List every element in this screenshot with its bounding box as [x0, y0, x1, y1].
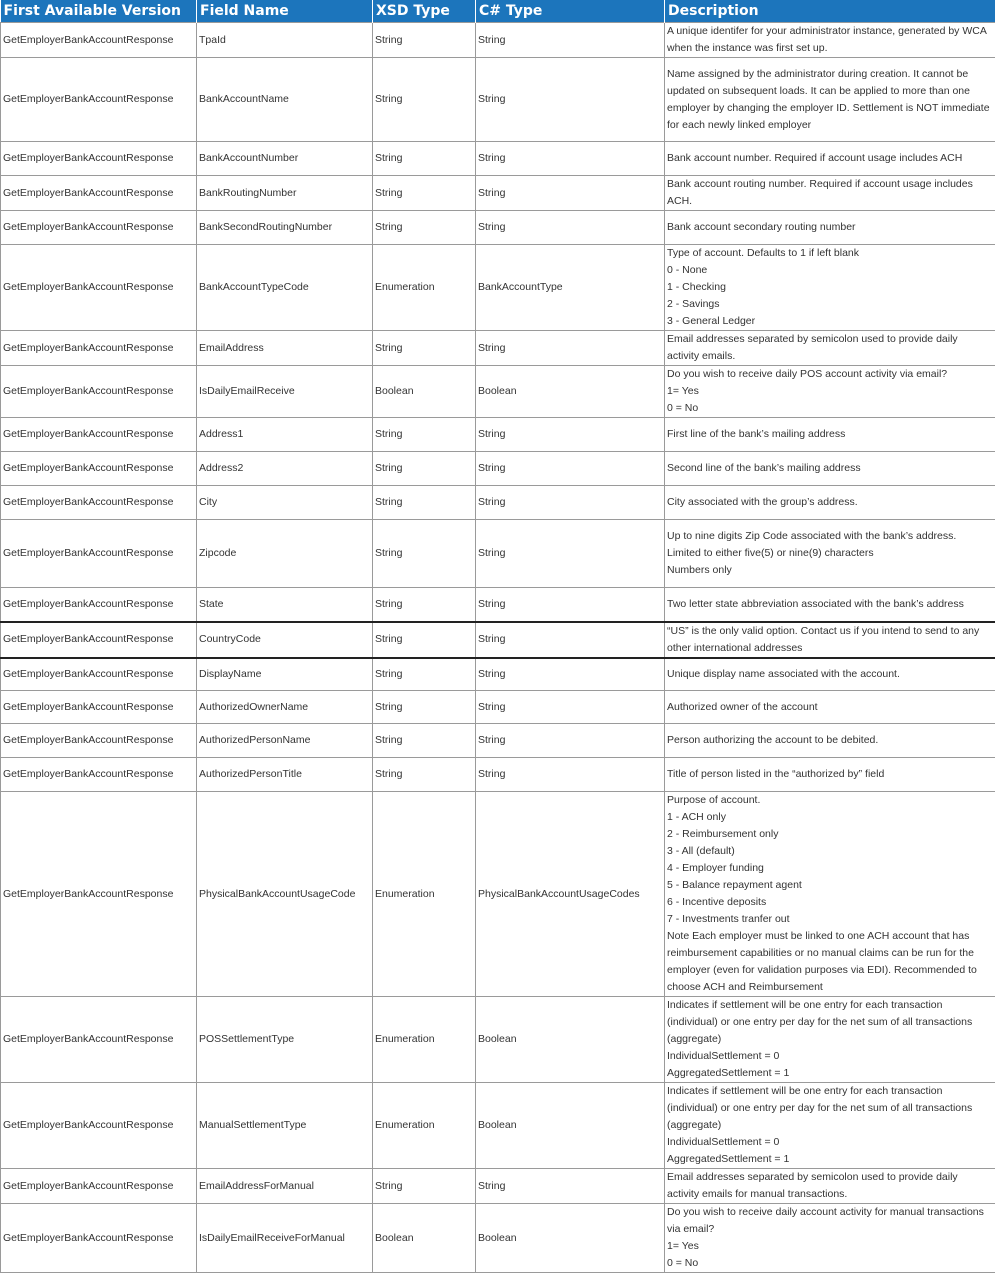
table-row [1, 486, 995, 520]
field-name-cell: BankRoutingNumber [197, 176, 373, 211]
field-name-cell: POSSettlementType [197, 997, 373, 1083]
xsd-type-cell: String [373, 724, 476, 758]
version-cell: GetEmployerBankAccountResponse [1, 758, 197, 792]
field-name-cell: AuthorizedPersonTitle [197, 758, 373, 792]
description-cell: Person authorizing the account to be debited. [665, 724, 995, 758]
version-cell: GetEmployerBankAccountResponse [1, 1083, 197, 1169]
xsd-type-cell: String [373, 331, 476, 366]
table-row [1, 23, 995, 58]
xsd-type-cell: String [373, 1169, 476, 1204]
version-cell: GetEmployerBankAccountResponse [1, 211, 197, 245]
xsd-type-cell: String [373, 691, 476, 724]
table-row [1, 331, 995, 366]
field-name-cell: IsDailyEmailReceiveForManual [197, 1204, 373, 1273]
xsd-type-cell: String [373, 418, 476, 452]
description-cell: Authorized owner of the account [665, 691, 995, 724]
xsd-type-cell: String [373, 622, 476, 658]
field-name-cell: BankSecondRoutingNumber [197, 211, 373, 245]
xsd-type-cell: String [373, 211, 476, 245]
field-name-cell: State [197, 588, 373, 622]
header-xsd-type: XSD Type [373, 0, 476, 23]
csharp-type-cell: Boolean [476, 366, 665, 418]
version-cell: GetEmployerBankAccountResponse [1, 724, 197, 758]
xsd-type-cell: Enumeration [373, 1083, 476, 1169]
description-cell: A unique identifer for your administrator instance, generated by WCA when the instance was first set up. [665, 23, 995, 58]
xsd-type-cell: String [373, 23, 476, 58]
version-cell: GetEmployerBankAccountResponse [1, 418, 197, 452]
table-row [1, 58, 995, 142]
version-cell: GetEmployerBankAccountResponse [1, 23, 197, 58]
table-body [1, 23, 995, 1273]
table-row [1, 245, 995, 331]
field-name-cell: PhysicalBankAccountUsageCode [197, 792, 373, 997]
version-cell: GetEmployerBankAccountResponse [1, 691, 197, 724]
table-row [1, 658, 995, 691]
field-name-cell: Address2 [197, 452, 373, 486]
csharp-type-cell: Boolean [476, 997, 665, 1083]
description-cell: Do you wish to receive daily POS account activity via email? 1= Yes 0 = No [665, 366, 995, 418]
csharp-type-cell: String [476, 758, 665, 792]
table-row [1, 176, 995, 211]
description-cell: “US” is the only valid option. Contact us if you intend to send to any other international addresses [665, 622, 995, 658]
description-cell: Two letter state abbreviation associated with the bank’s address [665, 588, 995, 622]
field-name-cell: BankAccountNumber [197, 142, 373, 176]
description-cell: Second line of the bank’s mailing address [665, 452, 995, 486]
csharp-type-cell: Boolean [476, 1083, 665, 1169]
description-cell: Email addresses separated by semicolon used to provide daily activity emails. [665, 331, 995, 366]
header-field-name: Field Name [197, 0, 373, 23]
version-cell: GetEmployerBankAccountResponse [1, 1204, 197, 1273]
version-cell: GetEmployerBankAccountResponse [1, 366, 197, 418]
table-row [1, 997, 995, 1083]
description-cell: First line of the bank’s mailing address [665, 418, 995, 452]
csharp-type-cell: String [476, 588, 665, 622]
version-cell: GetEmployerBankAccountResponse [1, 331, 197, 366]
field-name-cell: City [197, 486, 373, 520]
field-name-cell: Address1 [197, 418, 373, 452]
version-cell: GetEmployerBankAccountResponse [1, 58, 197, 142]
csharp-type-cell: String [476, 1169, 665, 1204]
version-cell: GetEmployerBankAccountResponse [1, 486, 197, 520]
csharp-type-cell: String [476, 23, 665, 58]
version-cell: GetEmployerBankAccountResponse [1, 520, 197, 588]
version-cell: GetEmployerBankAccountResponse [1, 1169, 197, 1204]
xsd-type-cell: Boolean [373, 366, 476, 418]
xsd-type-cell: String [373, 588, 476, 622]
field-name-cell: AuthorizedPersonName [197, 724, 373, 758]
description-cell: Do you wish to receive daily account activity for manual transactions via email? 1= Yes 0 = No [665, 1204, 995, 1273]
description-cell: Bank account number. Required if account usage includes ACH [665, 142, 995, 176]
table-row [1, 520, 995, 588]
xsd-type-cell: String [373, 142, 476, 176]
field-name-cell: IsDailyEmailReceive [197, 366, 373, 418]
field-name-cell: BankAccountName [197, 58, 373, 142]
table-row [1, 142, 995, 176]
field-name-cell: BankAccountTypeCode [197, 245, 373, 331]
table-row [1, 452, 995, 486]
field-name-cell: ManualSettlementType [197, 1083, 373, 1169]
header-description: Description [665, 0, 995, 23]
csharp-type-cell: String [476, 211, 665, 245]
version-cell: GetEmployerBankAccountResponse [1, 245, 197, 331]
description-cell: Email addresses separated by semicolon used to provide daily activity emails for manual transactions. [665, 1169, 995, 1204]
description-cell: Unique display name associated with the account. [665, 658, 995, 691]
field-name-cell: EmailAddressForManual [197, 1169, 373, 1204]
description-cell: City associated with the group’s address. [665, 486, 995, 520]
header-row [1, 0, 995, 23]
description-cell: Name assigned by the administrator during creation. It cannot be updated on subsequent loads. It can be applied to more than one employer by changing the employer ID. Settlement is NOT immediate for each newly linked employer [665, 58, 995, 142]
field-name-cell: EmailAddress [197, 331, 373, 366]
header-csharp-type: C# Type [476, 0, 665, 23]
csharp-type-cell: String [476, 176, 665, 211]
xsd-type-cell: String [373, 176, 476, 211]
field-name-cell: TpaId [197, 23, 373, 58]
xsd-type-cell: String [373, 658, 476, 691]
version-cell: GetEmployerBankAccountResponse [1, 452, 197, 486]
version-cell: GetEmployerBankAccountResponse [1, 622, 197, 658]
description-cell: Indicates if settlement will be one entry for each transaction (individual) or one entry per day for the net sum of all transactions (aggregate) IndividualSettlement = 0 AggregatedSettlement = 1 [665, 1083, 995, 1169]
field-name-cell: CountryCode [197, 622, 373, 658]
table-row [1, 724, 995, 758]
csharp-type-cell: String [476, 622, 665, 658]
field-name-cell: Zipcode [197, 520, 373, 588]
description-cell: Type of account. Defaults to 1 if left blank 0 - None 1 - Checking 2 - Savings 3 - General Ledger [665, 245, 995, 331]
xsd-type-cell: String [373, 452, 476, 486]
table-row [1, 1204, 995, 1273]
version-cell: GetEmployerBankAccountResponse [1, 792, 197, 997]
csharp-type-cell: String [476, 142, 665, 176]
table-row [1, 691, 995, 724]
description-cell: Bank account secondary routing number [665, 211, 995, 245]
csharp-type-cell: String [476, 58, 665, 142]
header-first-available-version: First Available Version [1, 0, 197, 23]
csharp-type-cell: String [476, 724, 665, 758]
csharp-type-cell: String [476, 486, 665, 520]
version-cell: GetEmployerBankAccountResponse [1, 176, 197, 211]
csharp-type-cell: BankAccountType [476, 245, 665, 331]
table-row [1, 211, 995, 245]
description-cell: Indicates if settlement will be one entry for each transaction (individual) or one entry per day for the net sum of all transactions (aggregate) IndividualSettlement = 0 AggregatedSettlement = 1 [665, 997, 995, 1083]
xsd-type-cell: String [373, 486, 476, 520]
csharp-type-cell: String [476, 418, 665, 452]
table-row [1, 366, 995, 418]
xsd-type-cell: Enumeration [373, 997, 476, 1083]
xsd-type-cell: String [373, 58, 476, 142]
description-cell: Title of person listed in the “authorized by” field [665, 758, 995, 792]
table-row [1, 1169, 995, 1204]
field-name-cell: AuthorizedOwnerName [197, 691, 373, 724]
table-row [1, 1083, 995, 1169]
table-row [1, 622, 995, 658]
csharp-type-cell: Boolean [476, 1204, 665, 1273]
csharp-type-cell: PhysicalBankAccountUsageCodes [476, 792, 665, 997]
table-row [1, 758, 995, 792]
xsd-type-cell: String [373, 520, 476, 588]
table-row [1, 418, 995, 452]
csharp-type-cell: String [476, 331, 665, 366]
xsd-type-cell: Enumeration [373, 245, 476, 331]
version-cell: GetEmployerBankAccountResponse [1, 658, 197, 691]
csharp-type-cell: String [476, 452, 665, 486]
description-cell: Purpose of account. 1 - ACH only 2 - Reimbursement only 3 - All (default) 4 - Employer funding 5 - Balance repayment agent 6 - Incentive deposits 7 - Investments tranfer out Note Each employer must be linked to one ACH account that has reimbursement capabilities or no manual claims can be run for the employer (even for validation purposes via EDI). Recommended to choose ACH and Reimbursement [665, 792, 995, 997]
csharp-type-cell: String [476, 520, 665, 588]
description-cell: Up to nine digits Zip Code associated with the bank’s address. Limited to either five(5) or nine(9) characters Numbers only [665, 520, 995, 588]
version-cell: GetEmployerBankAccountResponse [1, 142, 197, 176]
field-name-cell: DisplayName [197, 658, 373, 691]
xsd-type-cell: Boolean [373, 1204, 476, 1273]
table-row [1, 588, 995, 622]
version-cell: GetEmployerBankAccountResponse [1, 997, 197, 1083]
description-cell: Bank account routing number. Required if account usage includes ACH. [665, 176, 995, 211]
csharp-type-cell: String [476, 691, 665, 724]
table-row [1, 792, 995, 997]
version-cell: GetEmployerBankAccountResponse [1, 588, 197, 622]
xsd-type-cell: Enumeration [373, 792, 476, 997]
csharp-type-cell: String [476, 658, 665, 691]
xsd-type-cell: String [373, 758, 476, 792]
